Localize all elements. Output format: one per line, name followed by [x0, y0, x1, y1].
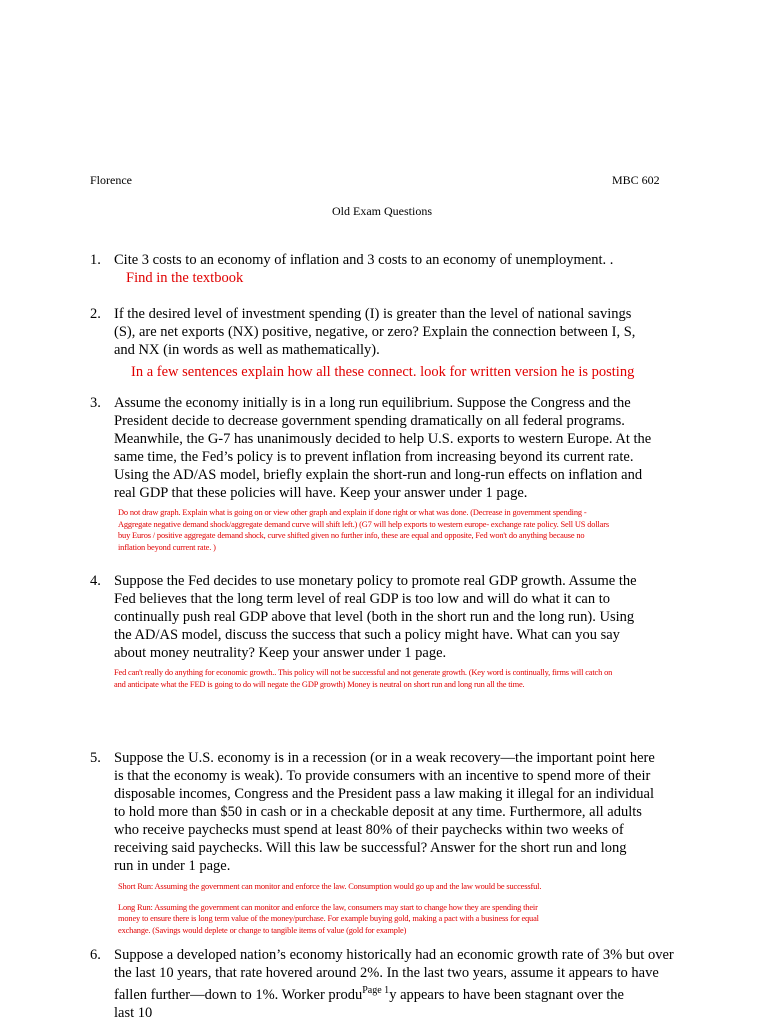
question-text-line: If the desired level of investment spending (I) is greater than the level of national savings: [114, 306, 632, 322]
question-number: 2.: [90, 306, 101, 322]
answer-line: In a few sentences explain how all these connect. look for written version he is posting: [131, 364, 635, 380]
question-text-line: [114, 982, 690, 1004]
question-2: [90, 305, 690, 381]
page-title: Old Exam Questions: [332, 204, 432, 218]
question-text-line: Assume the economy initially is in a long run equilibrium. Suppose the Congress and the: [114, 395, 631, 411]
answer-line: Aggregate negative demand shock/aggregate demand curve will shift left.) (G7 will help exports to western europe- exchange rate policy. Sell US dollars: [118, 519, 610, 529]
answer-long-run: [118, 902, 690, 937]
question-text-fragment: y appears to have been stagnant over the: [389, 986, 624, 1003]
answer-line: Do not draw graph. Explain what is going on or view other graph and explain if done right or what was done. (Decrease in government spending -: [118, 508, 587, 517]
answer-line: inflation beyond current rate. ): [118, 542, 216, 552]
page-number-overlay: [362, 987, 389, 1003]
question-text-line: who receive paychecks must spend at least 80% of their paychecks within two weeks of: [114, 822, 624, 838]
question-text-line: about money neutrality? Keep your answer under 1 page.: [114, 645, 447, 661]
question-6: [90, 946, 690, 1022]
page-label: Page 1: [362, 985, 390, 996]
question-text-line: the AD/AS model, discuss the success that such a policy might have. What can you say: [114, 627, 620, 643]
question-text-line: Suppose the U.S. economy is in a recession (or in a weak recovery—the important point here: [114, 750, 655, 766]
answer-line: buy Euros / positive aggregate demand shock, curve shifted given no further info, these are equal and opposite, Fed won't do anything because no: [118, 531, 585, 540]
question-text-line: Cite 3 costs to an economy of inflation and 3 costs to an economy of unemployment. .: [114, 252, 614, 268]
question-text-line: is that the economy is weak). To provide consumers with an incentive to spend more of their: [114, 768, 651, 784]
question-text-line: Meanwhile, the G-7 has unanimously decided to help U.S. exports to western Europe. At the: [114, 431, 652, 447]
question-text-line: the last 10 years, that rate hovered around 2%. In the last two years, assume it appears to have: [114, 965, 659, 981]
question-text-line: Suppose the Fed decides to use monetary policy to promote real GDP growth. Assume the: [114, 573, 637, 589]
answer-line: money to ensure there is long term value of the money/purchase. For example buying gold, making a pact with a business for equal: [118, 914, 539, 923]
answer-line: Long Run: Assuming the government can monitor and enforce the law, consumers may start to change how they are spending their: [118, 902, 538, 912]
question-text-line: run in under 1 page.: [114, 858, 231, 874]
author-name: Florence: [90, 173, 132, 187]
question-text-line: same time, the Fed’s policy is to prevent inflation from increasing beyond its current rate.: [114, 449, 634, 465]
question-1: [90, 251, 690, 287]
question-text-line: Using the AD/AS model, briefly explain the short-run and long-run effects on inflation and: [114, 467, 643, 483]
question-text-line: real GDP that these policies will have. Keep your answer under 1 page.: [114, 485, 528, 501]
answer-line: exchange. (Savings would deplete or change to tangible items of value (gold for example): [118, 925, 407, 935]
question-number: 1.: [90, 252, 101, 268]
answer-line: Short Run: Assuming the government can monitor and enforce the law. Consumption would go up and the law would be successful.: [118, 882, 542, 891]
question-text-line: last 10: [114, 1004, 153, 1021]
question-text-line: continually push real GDP above that level (both in the short run and the long run). Using: [114, 609, 635, 625]
question-text-line: and NX (in words as well as mathematically).: [114, 342, 380, 358]
question-text-fragment: fallen further—down to 1%. Worker produ: [114, 986, 363, 1003]
question-number: 5.: [90, 750, 101, 766]
course-code: MBC 602: [612, 173, 660, 187]
question-number: 3.: [90, 395, 101, 411]
question-4: [90, 572, 690, 690]
question-text-line: to hold more than $50 in cash or in a checkable deposit at any time. Furthermore, all adults: [114, 804, 642, 820]
question-number: 6.: [90, 947, 101, 963]
answer-line: and anticipate what the FED is going to do will negate the GDP growth) Money is neutral on short run and long run all the time.: [114, 679, 525, 689]
answer-note: [114, 667, 690, 690]
question-text-line: President decide to decrease government spending dramatically on all federal programs.: [114, 413, 625, 429]
question-3: [90, 394, 690, 553]
answer-line: Find in the textbook: [126, 270, 244, 286]
question-text-line: receiving said paychecks. Will this law be successful? Answer for the short run and long: [114, 840, 627, 856]
question-text-line: Fed believes that the long term level of real GDP is too low and will do what it can to: [114, 591, 610, 607]
question-text-line: (S), are net exports (NX) positive, negative, or zero? Explain the connection between I, S,: [114, 324, 636, 340]
answer-note: [131, 363, 690, 381]
answer-note: [126, 269, 690, 287]
question-text-line: Suppose a developed nation’s economy historically had an economic growth rate of 3% but over: [114, 947, 674, 963]
question-text-line: disposable incomes, Congress and the President pass a law making it illegal for an individual: [114, 786, 655, 802]
answer-line: Fed can't really do anything for economic growth.. This policy will not be successful and not generate growth. (Key word is continually, firms will catch on: [114, 668, 613, 677]
question-5: [90, 749, 690, 936]
answer-short-run: [118, 881, 690, 893]
question-number: 4.: [90, 573, 101, 589]
answer-note: [118, 507, 690, 553]
